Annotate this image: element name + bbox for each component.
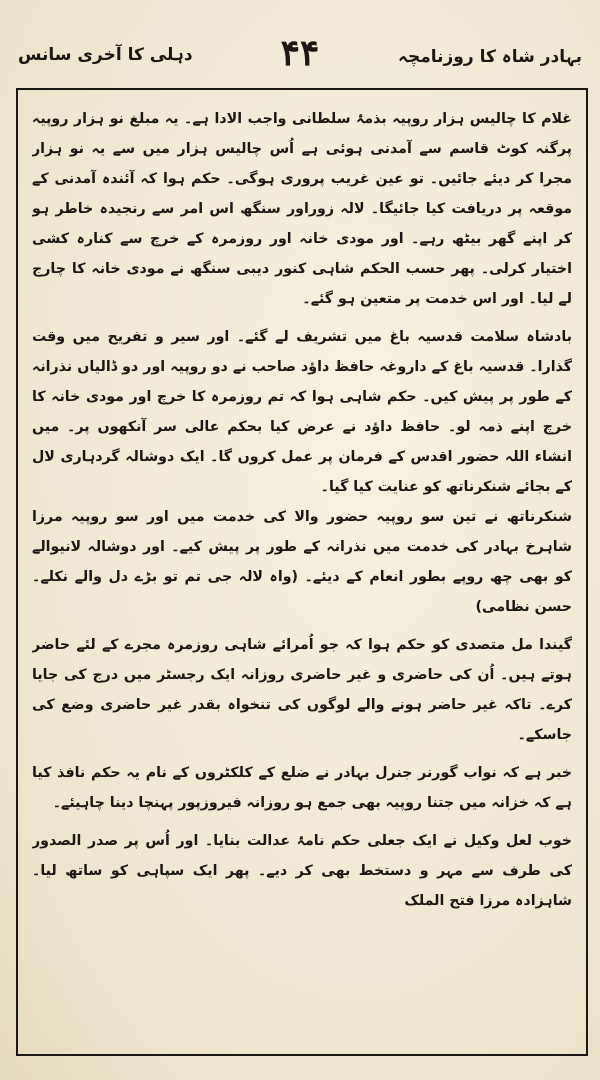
book-title: بہادر شاہ کا روزنامچہ xyxy=(398,47,582,67)
paragraph: خوب لعل وکیل نے ایک جعلی حکم نامۂ عدالت بنایا۔ اور اُس پر صدر الصدور کی طرف سے مہر و دستخط بھی کر دیے۔ پھر ایک سپاہی کو ساتھ لیا۔ شاہزادہ مرزا فتح الملک xyxy=(32,833,572,909)
page-header xyxy=(18,32,582,82)
paragraph: خبر ہے کہ نواب گورنر جنرل بہادر نے ضلع کے کلکٹروں کے نام یہ حکم نافذ کیا ہے کہ خزانہ میں جتنا روپیہ بھی جمع ہو روزانہ فیروزپور پہنچا دینا چاہیئے۔ xyxy=(32,765,572,811)
paragraph: بادشاہ سلامت قدسیہ باغ میں تشریف لے گئے۔ اور سیر و تفریح میں وقت گذارا۔ قدسیہ باغ کے داروغہ حافظ داؤد صاحب نے دو روپیہ اور دو ڈالیاں نذرانہ کے طور پر پیش کیں۔ حکم شاہی ہوا کہ تم روزمرہ کا خرچ اور مودی خانہ کا خرچ اپنے ذمہ لو۔ حافظ داؤد نے عرض کیا بحکم عالی سر آنکھوں پر۔ میں انشاء اللہ حضور اقدس کے فرمان پر عمل کروں گا۔ ایک دوشالہ گردہاری لال کے بجائے شنکرناتھ کو عنایت کیا گیا۔ xyxy=(32,329,572,495)
page-number: ۴۴ xyxy=(280,32,320,74)
chapter-title: دہلی کا آخری سانس xyxy=(18,45,193,65)
paragraph: شنکرناتھ نے تین سو روپیہ حضور والا کی خدمت میں اور سو روپیہ مرزا شاہرخ بہادر کی خدمت میں نذرانہ کے طور پر پیش کیے۔ اور دوشالہ لانیوالے کو بھی چھ روپے بطور انعام کے دیئے۔ (واہ لالہ جی تم تو بڑے دل والے نکلے۔ حسن نظامی) xyxy=(32,509,572,615)
page-body xyxy=(32,104,572,1044)
paragraph: گیندا مل متصدی کو حکم ہوا کہ جو اُمرائے شاہی روزمرہ مجرے کے لئے حاضر ہوتے ہیں۔ اُن کی حاضری و غیر حاضری روزانہ ایک رجسٹر میں درج کی جایا کرے۔ تاکہ غیر حاضر ہونے والے لوگوں کی تنخواہ بقدر غیر حاضری وضع کی جاسکے۔ xyxy=(32,637,572,743)
paragraph: غلام کا چالیس ہزار روپیہ بذمۂ سلطانی واجب الادا ہے۔ یہ مبلغ نو ہزار روپیہ پرگنہ کوٹ قاسم سے آمدنی ہوئی ہے اُس چالیس ہزار میں سے یہ نو ہزار مجرا کر دیئے جائیں۔ تو عین غریب پروری ہوگی۔ حکم ہوا کہ آئندہ آمدنی کے موقعہ پر دریافت کیا جائیگا۔ لالہ زوراور سنگھ اس امر سے رنجیدہ خاطر ہو کر اپنے گھر بیٹھ رہے۔ اور مودی خانہ اور روزمرہ کے خرچ سے کنارہ کشی اختیار کرلی۔ پھر حسب الحکم شاہی کنور دیبی سنگھ نے مودی خانہ کا چارج لے لیا۔ اور اس خدمت پر متعین ہو گئے۔ xyxy=(32,111,572,307)
